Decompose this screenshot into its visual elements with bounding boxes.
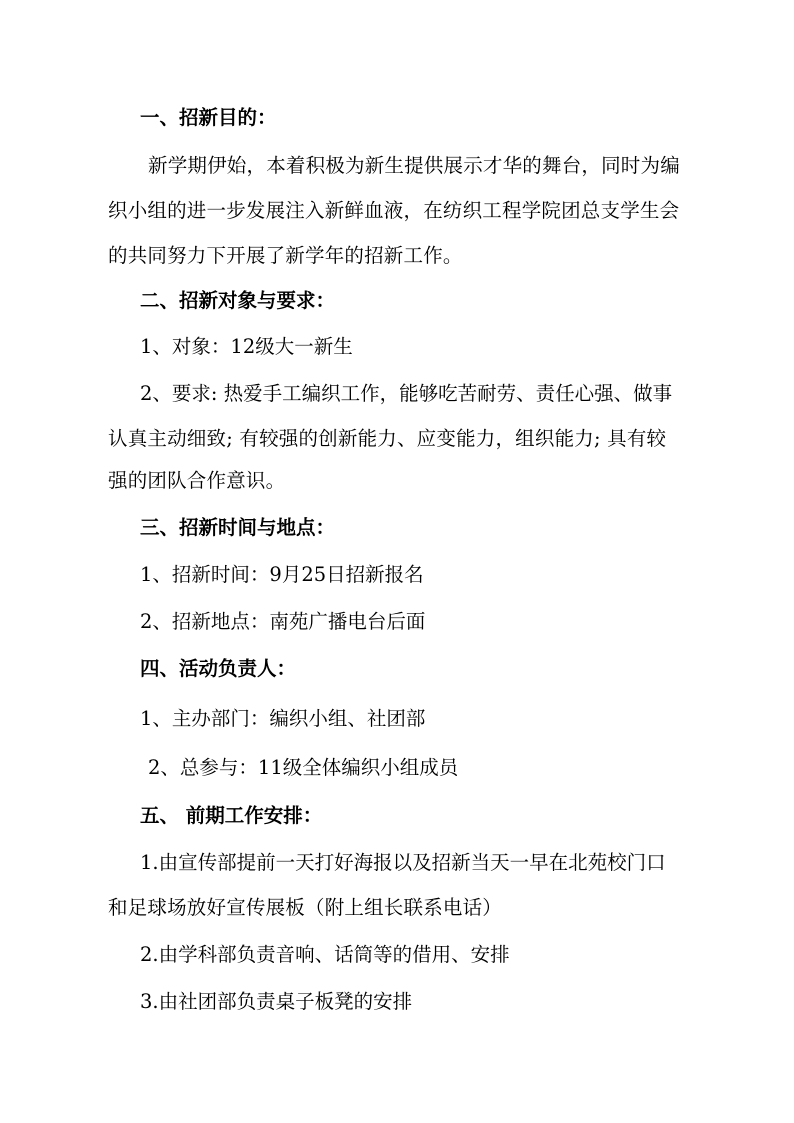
section-2-item-2-line-2: 认真主动细致; 有较强的创新能力、应变能力，组织能力; 具有较 <box>108 427 667 450</box>
section-5-item-2: 2.由学科部负责音响、话筒等的借用、安排 <box>140 943 510 966</box>
section-3-item-1: 1、招新时间：9月25日招新报名 <box>140 563 424 586</box>
section-2-item-1: 1、对象：12级大一新生 <box>140 335 353 358</box>
section-4-item-2: 2、总参与：11级全体编织小组成员 <box>148 756 459 779</box>
section-1-line-2: 织小组的进一步发展注入新鲜血液，在纺织工程学院团总支学生会 <box>108 199 680 222</box>
section-5-heading: 五、 前期工作安排： <box>140 804 323 827</box>
section-5-item-3: 3.由社团部负责桌子板凳的安排 <box>140 990 413 1013</box>
section-5-item-1-line-1: 1.由宣传部提前一天打好海报以及招新当天一早在北苑校门口 <box>140 851 666 874</box>
section-2-item-2-line-1: 2、要求: 热爱手工编织工作，能够吃苦耐劳、责任心强、做事 <box>140 382 673 405</box>
section-4-heading: 四、活动负责人： <box>140 657 297 680</box>
section-1-line-1: 新学期伊始，本着积极为新生提供展示才华的舞台，同时为编 <box>148 154 680 177</box>
section-3-heading: 三、招新时间与地点： <box>140 516 336 539</box>
section-2-item-2-line-3: 强的团队合作意识。 <box>108 469 286 492</box>
section-2-heading: 二、招新对象与要求： <box>140 289 336 312</box>
section-3-item-2: 2、招新地点：南苑广播电台后面 <box>140 610 426 633</box>
section-1-line-3: 的共同努力下开展了新学年的招新工作。 <box>108 244 463 267</box>
section-1-heading: 一、招新目的： <box>140 106 277 129</box>
section-5-item-1-line-2: 和足球场放好宣传展板（附上组长联系电话） <box>108 896 503 919</box>
section-4-item-1: 1、主办部门：编织小组、社团部 <box>140 707 426 730</box>
